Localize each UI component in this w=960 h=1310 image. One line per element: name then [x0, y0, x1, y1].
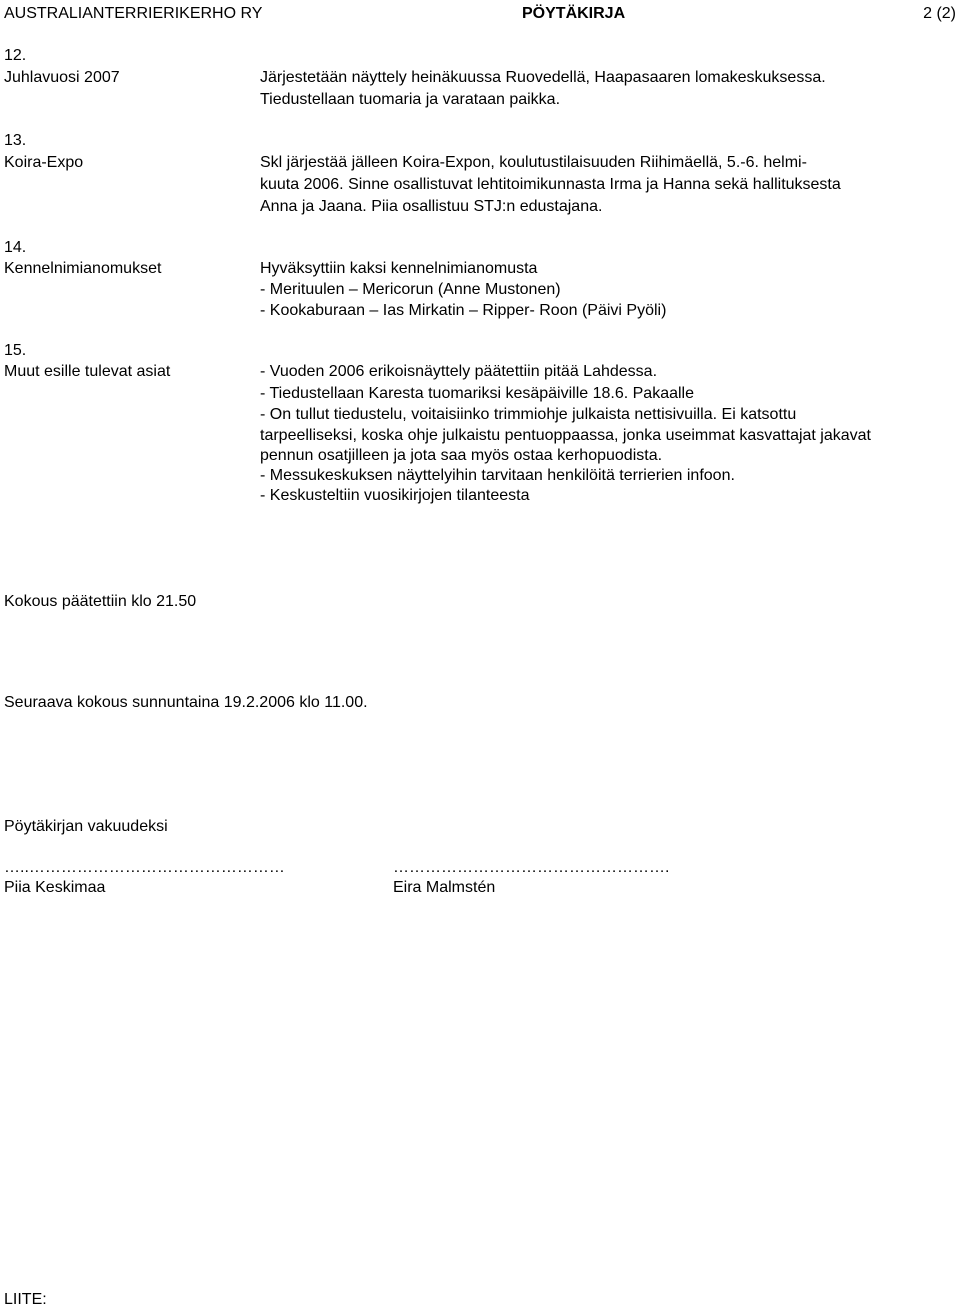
section-title: Juhlavuosi 2007: [4, 69, 120, 86]
section-text-line: Tiedustellaan tuomaria ja varataan paikka.: [260, 91, 561, 108]
section-text-line: Anna ja Jaana. Piia osallistuu STJ:n edustajana.: [260, 198, 603, 215]
section-text-line: - On tullut tiedustelu, voitaisiinko trimmiohje julkaista nettisivuilla. Ei katsottu: [260, 406, 797, 423]
section-text-line: tarpeelliseksi, koska ohje julkaistu pentuoppaassa, jonka useimmat kasvattajat jakavat: [260, 427, 871, 444]
section-title: Muut esille tulevat asiat: [4, 363, 171, 380]
verification-heading: Pöytäkirjan vakuudeksi: [4, 818, 168, 835]
section-text-line: Hyväksyttiin kaksi kennelnimianomusta: [260, 260, 538, 277]
section-text-line: - Tiedustellaan Karesta tuomariksi kesäpäiville 18.6. Pakaalle: [260, 385, 695, 402]
section-number: 12.: [4, 47, 27, 64]
section-text-line: kuuta 2006. Sinne osallistuvat lehtitoimikunnasta Irma ja Hanna sekä hallituksesta: [260, 176, 841, 193]
page-number: 2 (2): [923, 5, 956, 22]
section-text-line: - Keskusteltiin vuosikirjojen tilanteesta: [260, 487, 530, 504]
next-meeting: Seuraava kokous sunnuntaina 19.2.2006 klo 11.00.: [4, 694, 368, 711]
section-text-line: - Vuoden 2006 erikoisnäyttely päätettiin pitää Lahdessa.: [260, 363, 658, 380]
signature-line: …..…………………………………………: [4, 859, 285, 876]
section-number: 15.: [4, 342, 27, 359]
section-text-line: Järjestetään näyttely heinäkuussa Ruovedellä, Haapasaaren lomakeskuksessa.: [260, 69, 826, 86]
section-text-line: - Messukeskuksen näyttelyihin tarvitaan henkilöitä terrierien infoon.: [260, 467, 735, 484]
signature-line: …………………………………………….: [393, 859, 670, 876]
signatory-name: Piia Keskimaa: [4, 879, 106, 896]
section-title: Kennelnimianomukset: [4, 260, 162, 277]
section-text-line: pennun osatjilleen ja jota saa myös ostaa kerhopuodista.: [260, 447, 663, 464]
document-title: PÖYTÄKIRJA: [522, 5, 626, 22]
section-text-line: - Kookaburaan – Ias Mirkatin – Ripper- Roon (Päivi Pyöli): [260, 302, 667, 319]
section-text-line: Skl järjestää jälleen Koira-Expon, koulutustilaisuuden Riihimäellä, 5.-6. helmi-: [260, 154, 807, 171]
meeting-end-time: Kokous päätettiin klo 21.50: [4, 593, 197, 610]
section-text-line: - Merituulen – Mericorun (Anne Mustonen): [260, 281, 561, 298]
section-number: 14.: [4, 239, 27, 256]
header-organization: AUSTRALIANTERRIERIKERHO RY: [4, 5, 263, 22]
attachment-label: LIITE:: [4, 1291, 47, 1308]
section-number: 13.: [4, 132, 27, 149]
signatory-name: Eira Malmstén: [393, 879, 496, 896]
section-title: Koira-Expo: [4, 154, 84, 171]
